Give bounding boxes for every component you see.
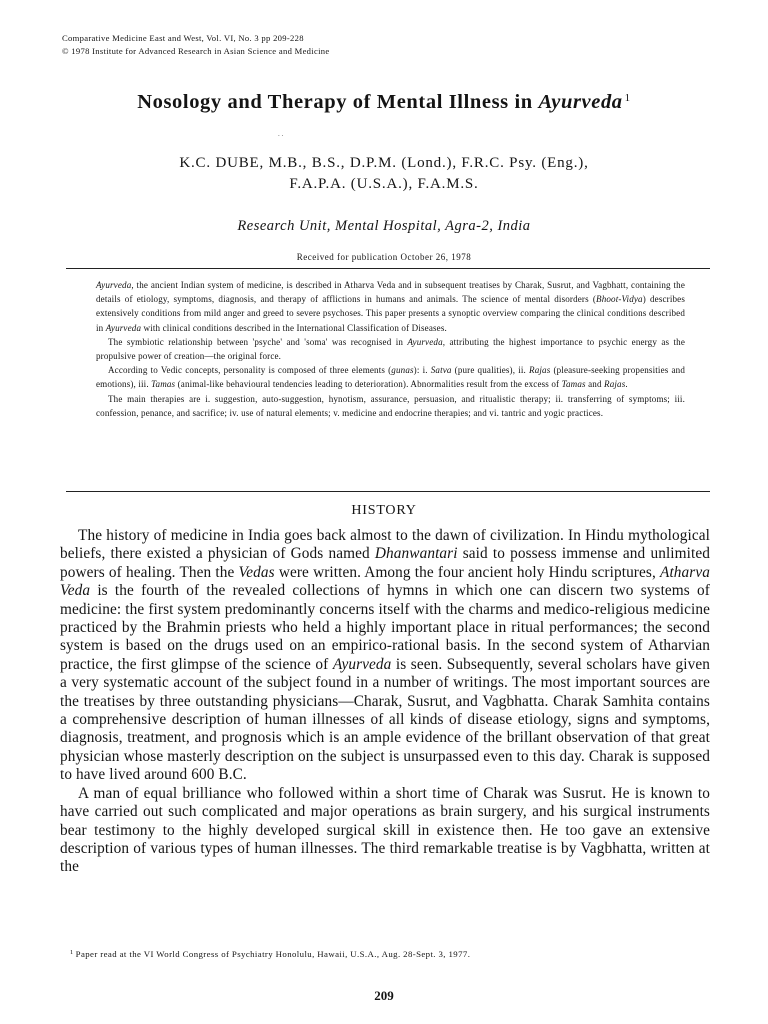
- journal-citation: Comparative Medicine East and West, Vol. VI, No. 3 pp 209-228: [62, 33, 304, 43]
- abstract-paragraph-1: Ayurveda, the ancient Indian system of medicine, is described in Atharva Veda and in subsequent treatises by Charak, Susrut, and Vagbhatt, containing the details of etiology, symptoms, diagnosis, and therapy of afflictions in humans and animals. The science of mental disorders (Bhoot-Vidya) describes extensively conditions from mild anger and greed to severe psychoses. This paper presents a synoptic overview comparing the clinical conditions described in Ayurveda with clinical conditions described in the International Classification of Diseases.: [96, 280, 685, 333]
- affiliation: Research Unit, Mental Hospital, Agra-2, India: [237, 218, 531, 234]
- abstract-paragraph-2: The symbiotic relationship between 'psyche' and 'soma' was recognised in Ayurveda, attributing the highest importance to psychic energy as the propulsive power of creation—the original force.: [96, 336, 685, 362]
- title-main: Nosology and Therapy of Mental Illness in: [137, 91, 533, 113]
- abstract: [96, 278, 685, 420]
- title-italic: Ayurveda: [538, 91, 623, 113]
- footnote: [70, 949, 470, 959]
- author-line-1: K.C. DUBE, M.B., B.S., D.P.M. (Lond.), F.R.C. Psy. (Eng.),: [179, 155, 589, 171]
- abstract-paragraph-4: The main therapies are i. suggestion, auto-suggestion, hynotism, assurance, persuasion, and ritualistic therapy; ii. transferring of symptoms; iii. confession, penance, and sacrifice; iv. use of natural elements; v. medicine and endocrine therapies; and vi. tantric and yogic practices.: [96, 393, 685, 418]
- page-number: 209: [374, 988, 394, 1003]
- body-paragraph-1: The history of medicine in India goes back almost to the dawn of civilization. In Hindu mythological beliefs, there existed a physician of Gods named Dhanwantari said to possess immense and unlimited powers of healing. Then the Vedas were written. Among the four ancient holy Hindu scriptures, Atharva Veda is the fourth of the revealed collections of hymns in which one can discern two systems of medicine: the first system predominantly concerns itself with the charms and medico-religious medicine practiced by the Brahmin priests who held a highly important place in ritual performances; the second system is based on the drugs used on an empirico-rational basis. In the second system of Atharvian practice, the first glimpse of the science of Ayurveda is seen. Subsequently, several scholars have given a very systematic account of the subject found in a number of writings. The most important sources are the treatises by three outstanding physicians—Charak, Susrut, and Vagbhatta. Charak Samhita contains a comprehensive description of human illnesses of all kinds of disease etiology, signs and symptoms, diagnosis, treatment, and prognosis which is an ample evidence of the brillant observation of that great physician whose masterly description on the subject is unsurpassed even to this day. Charak is supposed to have lived around 600 B.C.: [60, 527, 710, 784]
- copyright-line: © 1978 Institute for Advanced Research in Asian Science and Medicine: [62, 46, 330, 56]
- article-title: [0, 91, 768, 114]
- title-footnote-mark: 1: [624, 92, 631, 104]
- abstract-paragraph-3: According to Vedic concepts, personality is composed of three elements (gunas): i. Satva (pure qualities), ii. Rajas (pleasure-seeking propensities and emotions), iii. Tamas (animal-like behavioural tendencies leading to deterioration). Abnormalities result from the excess of Tamas and Rajas.: [96, 365, 685, 390]
- top-rule: [66, 268, 710, 269]
- body-paragraph-2: A man of equal brilliance who followed within a short time of Charak was Susrut. He is known to have carried out such complicated and major operations as brain surgery, and his surgical instruments bear testimony to the highly developed surgical skill in existence then. He too gave an extensive description of various types of human illnesses. The third remarkable treatise is by Vagbhatta, written at the: [60, 784, 710, 876]
- bottom-rule: [66, 491, 710, 492]
- body-text: [60, 527, 710, 877]
- section-heading: HISTORY: [351, 503, 417, 518]
- footnote-text: Paper read at the VI World Congress of Psychiatry Honolulu, Hawaii, U.S.A., Aug. 28-Sept. 3, 1977.: [75, 949, 471, 959]
- footnote-mark: 1: [70, 949, 74, 956]
- author-line-2: F.A.P.A. (U.S.A.), F.A.M.S.: [289, 176, 479, 192]
- author-block: [0, 153, 768, 195]
- stray-mark: . .: [278, 130, 284, 138]
- journal-header: [62, 32, 329, 58]
- received-date: Received for publication October 26, 1978: [296, 252, 472, 262]
